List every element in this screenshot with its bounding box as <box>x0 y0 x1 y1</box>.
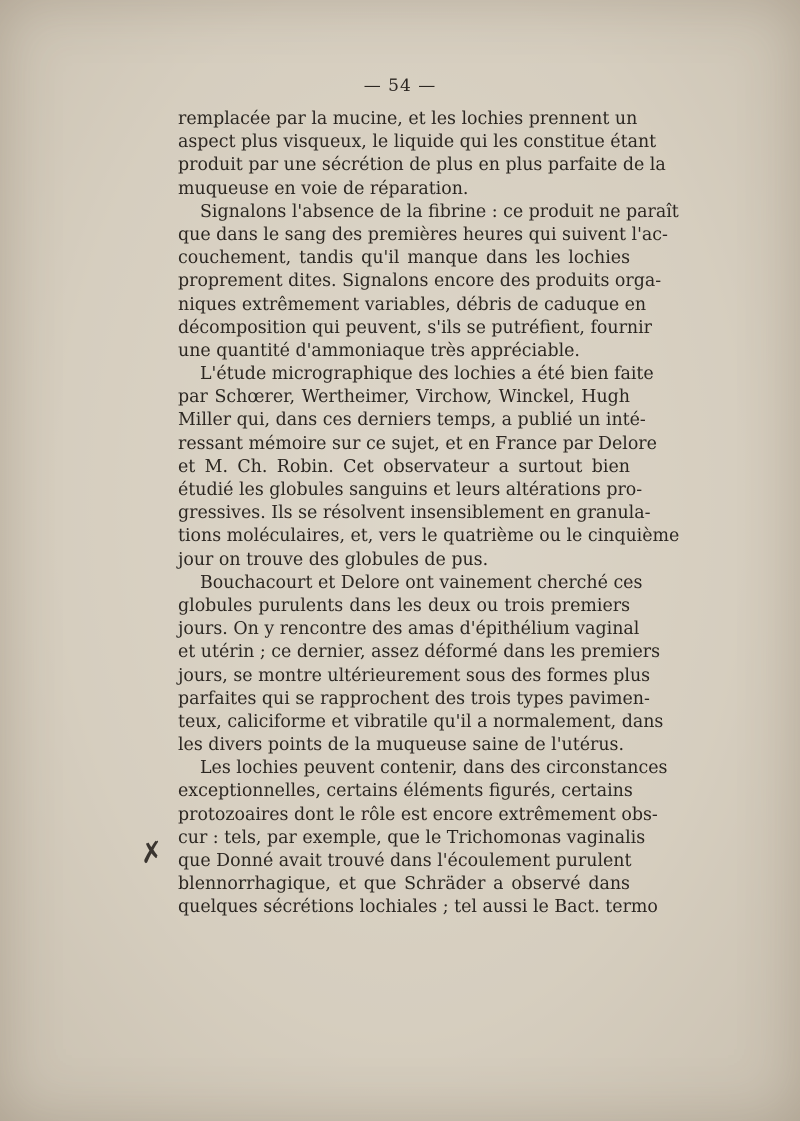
text-line: jours. On y rencontre des amas d'épithélium vaginal <box>178 619 640 640</box>
text-line: que dans le sang des premières heures qui suivent l'ac- <box>178 224 668 245</box>
text-line: aspect plus visqueux, le liquide qui les constitue étant <box>178 132 657 153</box>
text-line: Signalons l'absence de la fibrine : ce produit ne paraît <box>200 201 679 222</box>
text-line: Bouchacourt et Delore ont vainement cherché ces <box>200 572 643 593</box>
text-line: couchement, tandis qu'il manque dans les lochies <box>178 248 630 269</box>
text-line: exceptionnelles, certains éléments figurés, certains <box>178 781 633 802</box>
text-line: une quantité d'ammoniaque très appréciable. <box>178 340 580 361</box>
text-line: niques extrêmement variables, débris de caduque en <box>178 294 647 315</box>
text-line: étudié les globules sanguins et leurs altérations pro- <box>178 480 643 500</box>
text-line: gressives. Ils se résolvent insensiblement en granula- <box>178 503 651 524</box>
text-line: L'étude micrographique des lochies a été bien faite <box>200 364 654 385</box>
text-line: ressant mémoire sur ce sujet, et en France par Delore <box>178 433 657 454</box>
margin-mark: ✗ <box>137 834 166 871</box>
text-line: teux, caliciforme et vibratile qu'il a normalement, dans <box>178 711 664 732</box>
text-line: produit par une sécrétion de plus en plus parfaite de la <box>178 155 666 176</box>
text-line: muqueuse en voie de réparation. <box>178 178 469 199</box>
text-line: tions moléculaires, et, vers le quatrième ou le cinquième <box>178 526 680 547</box>
text-line: décomposition qui peuvent, s'ils se putréfient, fournir <box>178 317 652 338</box>
text-line: protozoaires dont le rôle est encore extrêmement obs- <box>178 804 658 825</box>
text-line: remplacée par la mucine, et les lochies prennent un <box>178 109 638 129</box>
text-line: globules purulents dans les deux ou trois premiers <box>178 595 630 616</box>
text-line: quelques sécrétions lochiales ; tel aussi le Bact. termo <box>178 897 658 918</box>
text-line: jours, se montre ultérieurement sous des formes plus <box>178 665 651 686</box>
text-line: et M. Ch. Robin. Cet observateur a surtout bien <box>178 456 630 477</box>
text-line: et utérin ; ce dernier, assez déformé dans les premiers <box>178 642 661 663</box>
body-text <box>178 108 680 920</box>
text-line: blennorrhagique, et que Schräder a observé dans <box>178 874 630 895</box>
text-line: par Schœrer, Wertheimer, Virchow, Winckel, Hugh <box>178 387 630 408</box>
text-line: cur : tels, par exemple, que le Trichomonas vaginalis <box>178 827 646 848</box>
page-number: — 54 — <box>363 76 437 96</box>
text-line: Miller qui, dans ces derniers temps, a publié un inté- <box>178 410 646 431</box>
text-line: que Donné avait trouvé dans l'écoulement purulent <box>178 851 632 871</box>
text-line: Les lochies peuvent contenir, dans des circonstances <box>200 758 668 779</box>
text-line: les divers points de la muqueuse saine de l'utérus. <box>178 735 624 756</box>
text-line: proprement dites. Signalons encore des produits orga- <box>178 271 662 292</box>
text-line: parfaites qui se rapprochent des trois types pavimen- <box>178 688 650 709</box>
text-line: jour on trouve des globules de pus. <box>178 549 489 570</box>
